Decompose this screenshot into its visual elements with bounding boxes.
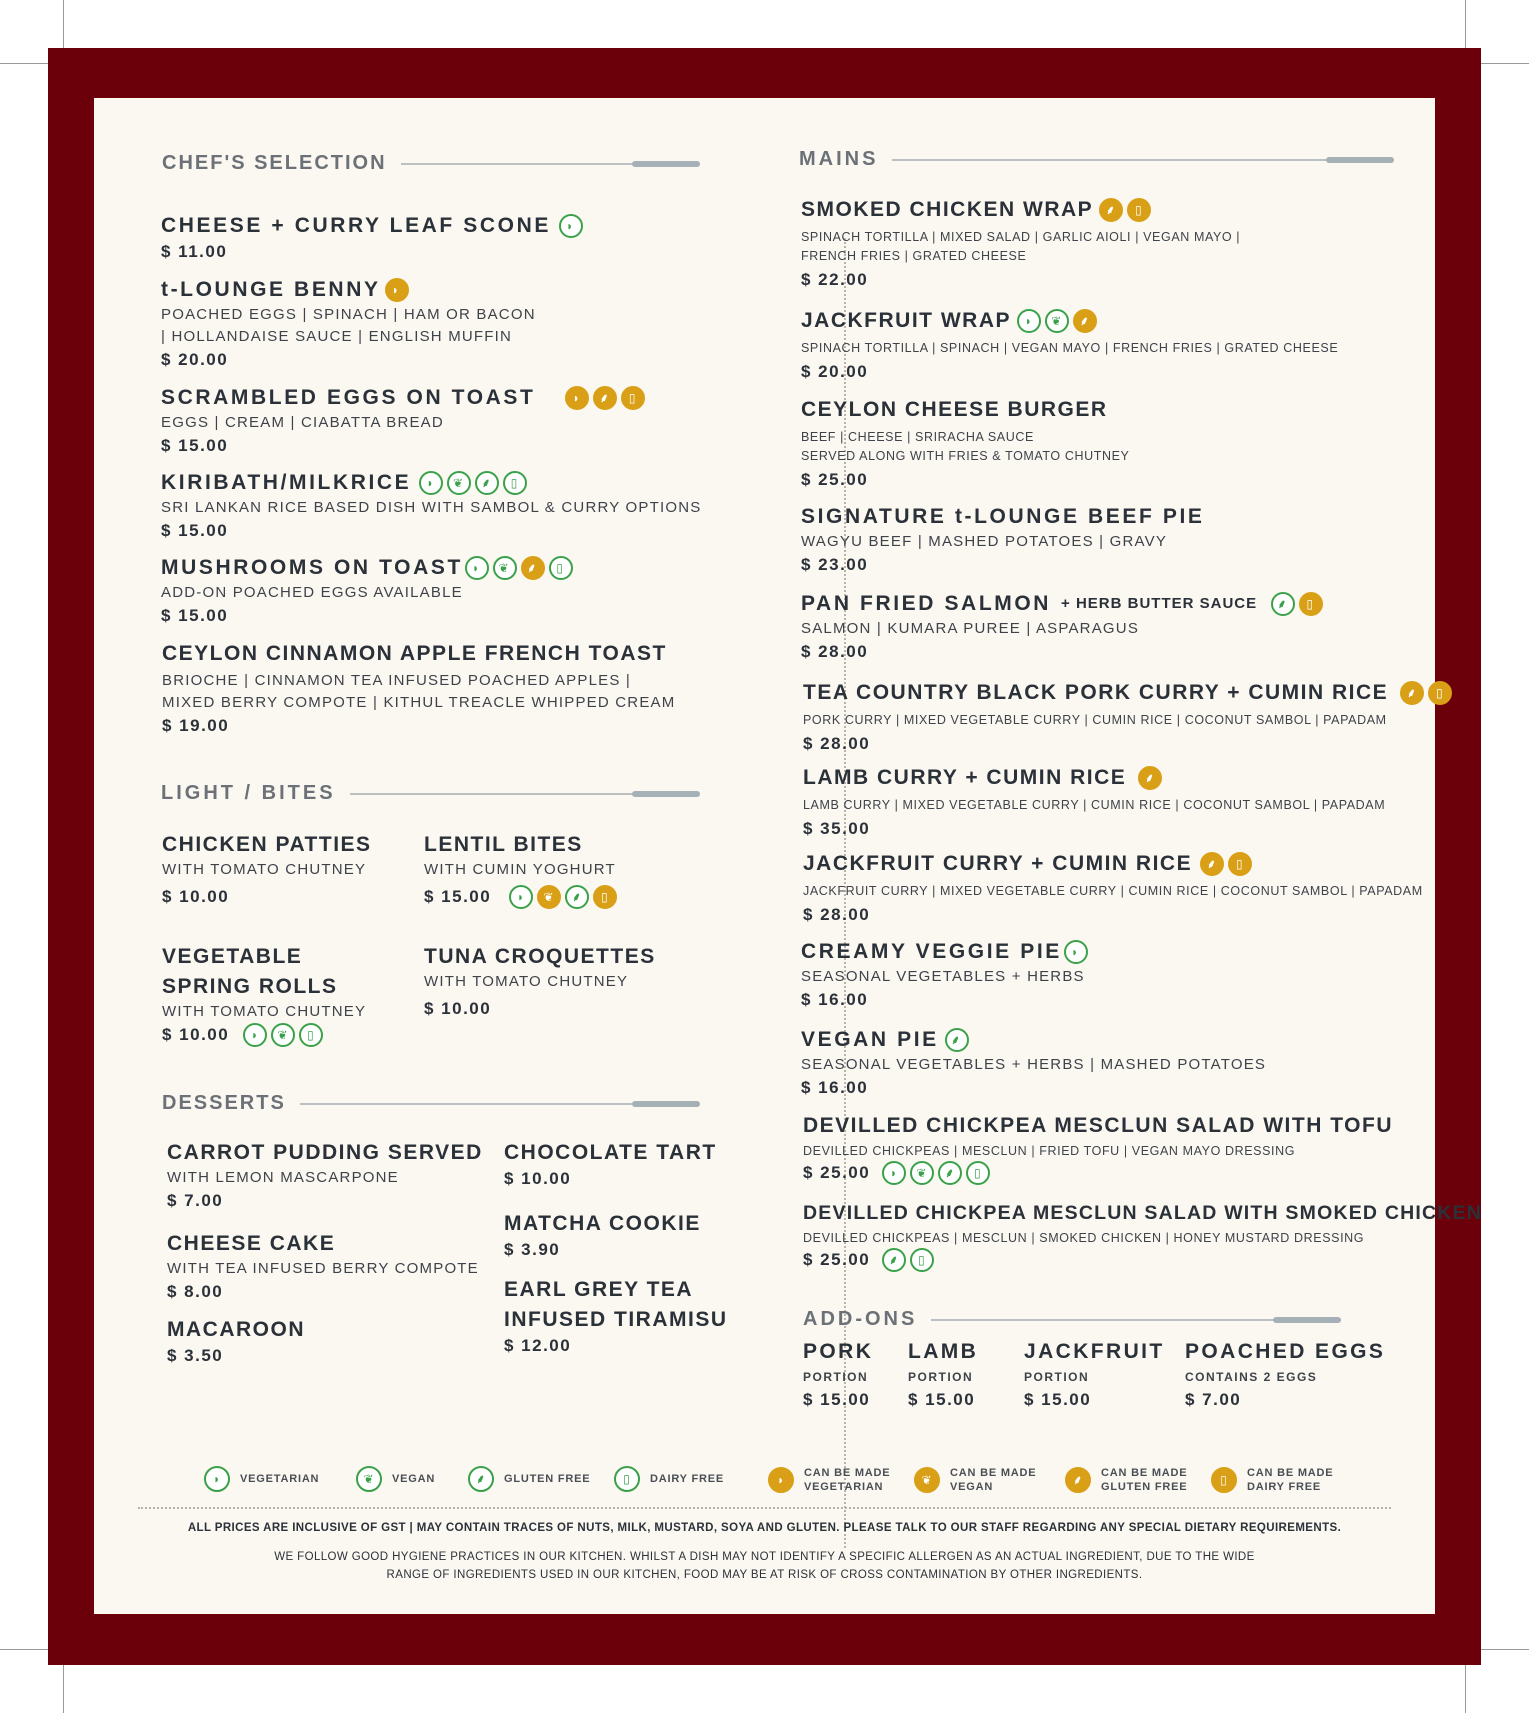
item-name: VEGAN PIE [801, 1028, 939, 1051]
item-name: KIRIBATH/MILKRICE [161, 471, 412, 494]
item-description: ADD-ON POACHED EGGS AVAILABLE [161, 584, 463, 601]
can-be-gluten-free-icon: ⸙ [1200, 852, 1224, 876]
item-price: $ 3.90 [504, 1240, 561, 1259]
vegetarian-icon: ◗ [509, 885, 533, 909]
legend-label: CAN BE MADE GLUTEN FREE [1101, 1467, 1188, 1493]
can-be-vegan-icon: ❦ [537, 885, 561, 909]
item-name-line-2: INFUSED TIRAMISU [504, 1308, 728, 1331]
item-description: JACKFRUIT CURRY | MIXED VEGETABLE CURRY | CUMIN RICE | COCONUT SAMBOL | PAPADAM [803, 884, 1423, 898]
item-price: $ 19.00 [162, 716, 230, 735]
item-price: $ 10.00 [162, 887, 230, 906]
item-description: DEVILLED CHICKPEAS | MESCLUN | FRIED TOFU | VEGAN MAYO DRESSING [803, 1144, 1296, 1158]
crop-mark-bottom-right-h [1481, 1649, 1529, 1650]
footer-hygiene-line-2: RANGE OF INGREDIENTS USED IN OUR KITCHEN, FOOD MAY BE AT RISK OF CROSS CONTAMINATION BY OTHER INGREDIENTS. [386, 1569, 1143, 1581]
vegetarian-icon: ◗ [1017, 309, 1041, 333]
crop-mark-bottom-right-v [1465, 1665, 1466, 1713]
menu-item-kiribath [161, 469, 701, 543]
menu-item-cheese-scone [161, 212, 583, 264]
item-name: CEYLON CHEESE BURGER [801, 398, 1108, 421]
item-price: $ 8.00 [167, 1282, 224, 1301]
crop-mark-bottom-left-v [63, 1665, 64, 1713]
item-name: TUNA CROQUETTES [424, 945, 656, 968]
dairy-free-icon: ▯ [614, 1466, 640, 1492]
legend-label: DAIRY FREE [650, 1473, 725, 1485]
item-description: CONTAINS 2 EGGS [1185, 1370, 1318, 1384]
item-price: $ 10.00 [504, 1169, 572, 1188]
add-ons-header [803, 1308, 1341, 1331]
add-on-pork [803, 1338, 873, 1412]
menu-item-chocolate-tart [504, 1139, 717, 1191]
item-name: CEYLON CINNAMON APPLE FRENCH TOAST [162, 642, 667, 665]
menu-item-t-lounge-benny [161, 276, 536, 372]
item-name: TEA COUNTRY BLACK PORK CURRY + CUMIN RICE [803, 681, 1389, 704]
menu-item-cheese-cake [167, 1230, 479, 1304]
crop-mark-top-left-v [63, 0, 64, 48]
legend-vegetarian [204, 1466, 319, 1492]
item-name: LENTIL BITES [424, 833, 583, 856]
item-description: SERVED ALONG WITH FRIES & TOMATO CHUTNEY [801, 449, 1130, 463]
item-description: WITH LEMON MASCARPONE [167, 1169, 399, 1186]
item-price: $ 20.00 [801, 362, 869, 381]
item-description: PORTION [1024, 1370, 1090, 1384]
crop-mark-top-right-v [1465, 0, 1466, 48]
item-name: VEGETABLE [162, 945, 303, 968]
can-be-dairy-free-icon: ▯ [593, 885, 617, 909]
legend-label: CAN BE MADE VEGAN [950, 1467, 1037, 1493]
dairy-free-icon: ▯ [966, 1161, 990, 1185]
vegetarian-icon: ◗ [419, 471, 443, 495]
menu-item-lamb-curry [803, 764, 1385, 841]
item-price: $ 15.00 [803, 1390, 871, 1409]
legend-can-be-vegan [914, 1466, 1036, 1494]
gluten-free-icon: ⸙ [945, 1028, 969, 1052]
menu-item-carrot-pudding [167, 1139, 483, 1213]
item-price: $ 25.00 [803, 1250, 871, 1269]
item-price: $ 28.00 [801, 642, 869, 661]
item-description: WITH TEA INFUSED BERRY COMPOTE [167, 1260, 479, 1277]
can-be-vegetarian-icon: ◗ [385, 278, 409, 302]
menu-item-tuna-croquettes [424, 943, 656, 1021]
item-name: MUSHROOMS ON TOAST [161, 556, 463, 579]
item-price: $ 16.00 [801, 1078, 869, 1097]
item-name: PORK [803, 1340, 874, 1363]
can-be-dairy-free-icon: ▯ [1127, 198, 1151, 222]
legend-label: GLUTEN FREE [504, 1473, 591, 1485]
can-be-dairy-free-icon: ▯ [1228, 852, 1252, 876]
item-name: MACAROON [167, 1318, 305, 1341]
item-description: LAMB CURRY | MIXED VEGETABLE CURRY | CUMIN RICE | COCONUT SAMBOL | PAPADAM [803, 798, 1386, 812]
legend-label: VEGAN [392, 1473, 436, 1485]
can-be-gluten-free-icon: ⸙ [1073, 309, 1097, 333]
item-description: BEEF | CHEESE | SRIRACHA SAUCE [801, 430, 1034, 444]
menu-item-creamy-veggie-pie [801, 938, 1088, 1012]
gluten-free-icon: ⸙ [882, 1248, 906, 1272]
legend-label: CAN BE MADE VEGETARIAN [804, 1467, 891, 1493]
menu-item-scrambled-eggs [161, 384, 645, 458]
item-description: POACHED EGGS | SPINACH | HAM OR BACON [161, 306, 536, 323]
dietary-legend [94, 1466, 1435, 1500]
item-price: $ 20.00 [161, 350, 229, 369]
item-description: SPINACH TORTILLA | MIXED SALAD | GARLIC AIOLI | VEGAN MAYO | [801, 230, 1241, 244]
menu-item-jackfruit-curry [803, 850, 1423, 927]
legend-can-be-vegetarian [768, 1466, 890, 1494]
legend-label: VEGETARIAN [240, 1473, 320, 1485]
menu-item-chickpea-salad-chicken [803, 1199, 1482, 1272]
can-be-gluten-free-icon: ⸙ [1400, 681, 1424, 705]
item-price: $ 7.00 [1185, 1390, 1242, 1409]
chefs-selection-header [162, 152, 700, 175]
item-description: SEASONAL VEGETABLES + HERBS | MASHED POTATOES [801, 1056, 1267, 1073]
item-description: EGGS | CREAM | CIABATTA BREAD [161, 414, 444, 431]
item-description: MIXED BERRY COMPOTE | KITHUL TREACLE WHIPPED CREAM [162, 694, 676, 711]
can-be-vegetarian-icon: ◗ [768, 1467, 794, 1493]
item-name: CHICKEN PATTIES [162, 833, 372, 856]
item-name: CREAMY VEGGIE PIE [801, 940, 1062, 963]
vegetarian-icon: ◗ [559, 214, 583, 238]
item-price: $ 25.00 [801, 470, 869, 489]
item-description: FRENCH FRIES | GRATED CHEESE [801, 249, 1027, 263]
item-description: WAGYU BEEF | MASHED POTATOES | GRAVY [801, 533, 1168, 550]
can-be-dairy-free-icon: ▯ [621, 386, 645, 410]
vegan-icon: ❦ [1045, 309, 1069, 333]
menu-item-lentil-bites [424, 831, 617, 909]
can-be-gluten-free-icon: ⸙ [1099, 198, 1123, 222]
menu-item-pork-curry [803, 679, 1452, 756]
item-price: $ 10.00 [162, 1025, 230, 1044]
section-title: MAINS [799, 148, 879, 170]
item-name: CHOCOLATE TART [504, 1141, 717, 1164]
item-price: $ 3.50 [167, 1346, 224, 1365]
section-title: CHEF'S SELECTION [162, 152, 387, 174]
item-description: SRI LANKAN RICE BASED DISH WITH SAMBOL & CURRY OPTIONS [161, 499, 702, 516]
menu-item-tiramisu [504, 1276, 728, 1358]
crop-mark-bottom-left-h [0, 1649, 48, 1650]
section-rule [931, 1319, 1341, 1321]
menu-item-spring-rolls [162, 943, 366, 1047]
item-price: $ 7.00 [167, 1191, 224, 1210]
item-price: $ 12.00 [504, 1336, 572, 1355]
can-be-dairy-free-icon: ▯ [1299, 592, 1323, 616]
light-bites-header [161, 782, 700, 805]
footer-hygiene-line-1: WE FOLLOW GOOD HYGIENE PRACTICES IN OUR KITCHEN. WHILST A DISH MAY NOT IDENTIFY A SPECIFIC ALLERGEN AS AN ACTUAL INGREDIENT, DUE TO THE WIDE [274, 1551, 1255, 1563]
item-description: WITH TOMATO CHUTNEY [162, 1003, 367, 1020]
legend-can-be-dairy-free [1211, 1466, 1333, 1494]
crop-mark-top-left-h [0, 63, 48, 64]
gluten-free-icon: ⸙ [938, 1161, 962, 1185]
section-rule [350, 793, 700, 795]
menu-item-beef-pie [801, 503, 1205, 577]
can-be-gluten-free-icon: ⸙ [593, 386, 617, 410]
vegan-icon: ❦ [356, 1466, 382, 1492]
item-name: EARL GREY TEA [504, 1278, 694, 1301]
desserts-header [162, 1092, 700, 1115]
vegetarian-icon: ◗ [1064, 940, 1088, 964]
section-title: LIGHT / BITES [161, 782, 336, 804]
vegan-icon: ❦ [910, 1161, 934, 1185]
legend-label: CAN BE MADE DAIRY FREE [1247, 1467, 1334, 1493]
item-price: $ 16.00 [801, 990, 869, 1009]
item-description: PORTION [803, 1370, 869, 1384]
menu-panel [94, 98, 1483, 1614]
section-rule [300, 1103, 700, 1105]
section-title: DESSERTS [162, 1092, 286, 1114]
menu-item-french-toast [162, 640, 675, 738]
legend-can-be-gluten-free [1065, 1466, 1187, 1494]
item-name: CHEESE + CURRY LEAF SCONE [161, 214, 551, 237]
item-price: $ 15.00 [908, 1390, 976, 1409]
item-name: SCRAMBLED EGGS ON TOAST [161, 386, 536, 409]
section-rule [892, 159, 1394, 161]
item-name-suffix: + HERB BUTTER SAUCE [1061, 595, 1258, 612]
item-name: PAN FRIED SALMON [801, 592, 1052, 615]
item-name: LAMB CURRY + CUMIN RICE [803, 766, 1127, 789]
vegetarian-icon: ◗ [882, 1161, 906, 1185]
menu-item-chicken-patties [162, 831, 372, 909]
item-name: SMOKED CHICKEN WRAP [801, 198, 1094, 221]
item-name: DEVILLED CHICKPEA MESCLUN SALAD WITH TOFU [803, 1114, 1393, 1137]
item-description: WITH TOMATO CHUTNEY [162, 861, 367, 878]
item-price: $ 25.00 [803, 1163, 871, 1182]
item-description: DEVILLED CHICKPEAS | MESCLUN | SMOKED CHICKEN | HONEY MUSTARD DRESSING [803, 1231, 1365, 1245]
item-description: WITH CUMIN YOGHURT [424, 861, 616, 878]
vegetarian-icon: ◗ [204, 1466, 230, 1492]
menu-item-jackfruit-wrap [801, 307, 1338, 384]
can-be-gluten-free-icon: ⸙ [521, 556, 545, 580]
vegan-icon: ❦ [271, 1023, 295, 1047]
item-description: PORK CURRY | MIXED VEGETABLE CURRY | CUMIN RICE | COCONUT SAMBOL | PAPADAM [803, 713, 1387, 727]
mains-header [799, 148, 1394, 171]
menu-item-pan-fried-salmon [801, 590, 1323, 664]
item-price: $ 23.00 [801, 555, 869, 574]
can-be-vegan-icon: ❦ [914, 1467, 940, 1493]
item-name: SIGNATURE t-LOUNGE BEEF PIE [801, 505, 1205, 528]
add-on-lamb [908, 1338, 978, 1412]
item-name: JACKFRUIT [1024, 1340, 1165, 1363]
item-price: $ 15.00 [424, 887, 492, 906]
item-price: $ 10.00 [424, 999, 492, 1018]
item-name: CHEESE CAKE [167, 1232, 336, 1255]
item-name: CARROT PUDDING SERVED [167, 1141, 483, 1164]
item-price: $ 35.00 [803, 819, 871, 838]
item-price: $ 15.00 [161, 436, 229, 455]
item-price: $ 28.00 [803, 905, 871, 924]
item-name: POACHED EGGS [1185, 1340, 1386, 1363]
dairy-free-icon: ▯ [549, 556, 573, 580]
item-description: BRIOCHE | CINNAMON TEA INFUSED POACHED APPLES | [162, 672, 632, 689]
can-be-dairy-free-icon: ▯ [1428, 681, 1452, 705]
item-price: $ 15.00 [1024, 1390, 1092, 1409]
item-name: JACKFRUIT CURRY + CUMIN RICE [803, 852, 1193, 875]
menu-item-chickpea-salad-tofu [803, 1112, 1393, 1185]
crop-mark-top-right-h [1481, 63, 1529, 64]
item-name: DEVILLED CHICKPEA MESCLUN SALAD WITH SMOKED CHICKEN [803, 1202, 1483, 1224]
dairy-free-icon: ▯ [503, 471, 527, 495]
menu-item-ceylon-cheese-burger [801, 396, 1129, 492]
dairy-free-icon: ▯ [299, 1023, 323, 1047]
gluten-free-icon: ⸙ [468, 1466, 494, 1492]
add-on-jackfruit [1024, 1338, 1165, 1412]
item-name: JACKFRUIT WRAP [801, 309, 1011, 332]
can-be-dairy-free-icon: ▯ [1211, 1467, 1237, 1493]
item-description: SPINACH TORTILLA | SPINACH | VEGAN MAYO | FRENCH FRIES | GRATED CHEESE [801, 341, 1339, 355]
section-rule [401, 163, 700, 165]
gluten-free-icon: ⸙ [475, 471, 499, 495]
gluten-free-icon: ⸙ [1271, 592, 1295, 616]
menu-item-smoked-chicken-wrap [801, 196, 1240, 292]
gluten-free-icon: ⸙ [565, 885, 589, 909]
vegetarian-icon: ◗ [243, 1023, 267, 1047]
dairy-free-icon: ▯ [910, 1248, 934, 1272]
item-name: LAMB [908, 1340, 979, 1363]
menu-item-macaroon [167, 1316, 305, 1368]
menu-item-matcha-cookie [504, 1210, 701, 1262]
item-description: PORTION [908, 1370, 974, 1384]
can-be-gluten-free-icon: ⸙ [1138, 766, 1162, 790]
footer-divider [138, 1507, 1391, 1509]
item-price: $ 22.00 [801, 270, 869, 289]
item-description: SEASONAL VEGETABLES + HERBS [801, 968, 1085, 985]
legend-vegan [356, 1466, 435, 1492]
add-on-poached-eggs [1185, 1338, 1385, 1412]
vegan-icon: ❦ [493, 556, 517, 580]
menu-item-vegan-pie [801, 1026, 1266, 1100]
menu-item-mushrooms-on-toast [161, 554, 573, 628]
vegan-icon: ❦ [447, 471, 471, 495]
item-name: t-LOUNGE BENNY [161, 278, 381, 301]
item-description: | HOLLANDAISE SAUCE | ENGLISH MUFFIN [161, 328, 513, 345]
item-description: WITH TOMATO CHUTNEY [424, 973, 629, 990]
legend-dairy-free [614, 1466, 724, 1492]
item-price: $ 28.00 [803, 734, 871, 753]
item-description: SALMON | KUMARA PUREE | ASPARAGUS [801, 620, 1140, 637]
item-name: MATCHA COOKIE [504, 1212, 701, 1235]
section-title: ADD-ONS [803, 1308, 918, 1330]
footer-disclaimer: ALL PRICES ARE INCLUSIVE OF GST | MAY CONTAIN TRACES OF NUTS, MILK, MUSTARD, SOYA AND GLUTEN. PLEASE TALK TO OUR STAFF REGARDING ANY SPECIAL DIETARY REQUIREMENTS. [187, 1522, 1342, 1534]
can-be-vegetarian-icon: ◗ [565, 386, 589, 410]
item-name-line-2: SPRING ROLLS [162, 975, 338, 998]
can-be-gluten-free-icon: ⸙ [1065, 1467, 1091, 1493]
item-price: $ 15.00 [161, 606, 229, 625]
item-price: $ 15.00 [161, 521, 229, 540]
vegetarian-icon: ◗ [465, 556, 489, 580]
legend-gluten-free [468, 1466, 590, 1492]
item-price: $ 11.00 [161, 242, 228, 261]
